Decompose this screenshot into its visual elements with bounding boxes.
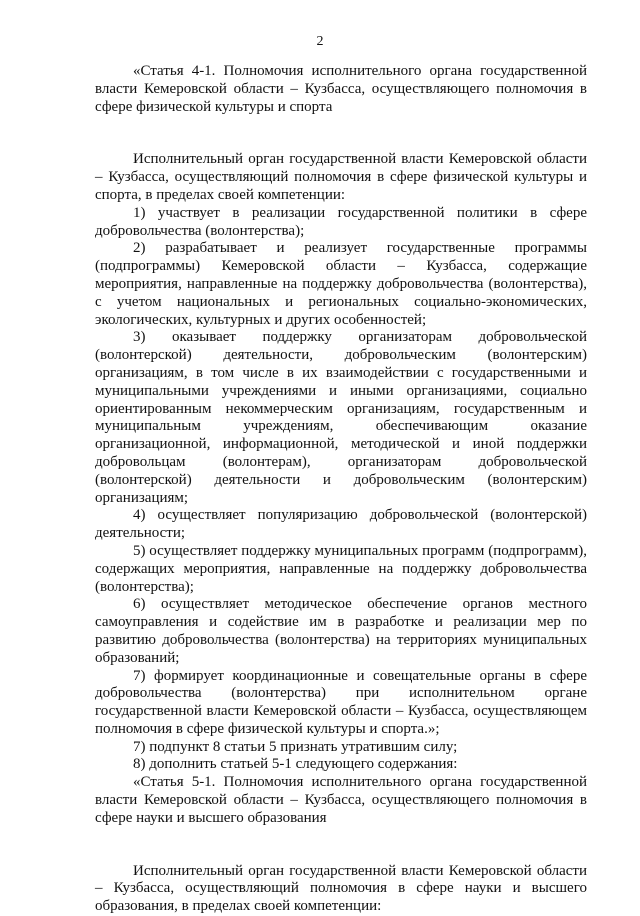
list-item-5: 5) осуществляет поддержку муниципальных программ (подпрограмм), содержащих мероприятия, направленные на поддержку добровольчества (волонтерства); (95, 542, 587, 595)
list-item-1: 1) участвует в реализации государственной политики в сфере добровольчества (волонтерства); (95, 204, 587, 239)
list-item-4: 4) осуществляет популяризацию добровольческой (волонтерской) деятельности; (95, 507, 587, 542)
document-body (95, 63, 587, 916)
article-4-1-intro: Исполнительный орган государственной власти Кемеровской области – Кузбасса, осуществляющий полномочия в сфере физической культуры и спорта, в пределах своей компетенции: (95, 151, 587, 203)
list-item-7: 7) формирует координационные и совещательные органы в сфере добровольчества (волонтерства) при исполнительном органе государственной власти Кемеровской области – Кузбасса, осуществляющем полномочия в сфере физической культуры и спорта.»; (95, 667, 587, 737)
amendment-item-7: 7) подпункт 8 статьи 5 признать утратившим силу; (133, 738, 458, 755)
page-number: 2 (316, 34, 324, 49)
list-item-3: 3) оказывает поддержку организаторам добровольческой (волонтерской) деятельности, добровольческим (волонтерским) организациям, в том числе в их взаимодействии с государственными и муниципальными учреждениями и иными организациями, социально ориентированным некоммерческим организациям, государственным и муниципальным учреждениям, обеспечивающим оказание организационной, информационной, методической и иной поддержки добровольцам (волонтерам), организаторам добровольческой (волонтерской) деятельности и добровольческим (волонтерским) организациям; (95, 329, 587, 506)
article-5-1-intro: Исполнительный орган государственной власти Кемеровской области – Кузбасса, осуществляющий полномочия в сфере науки и высшего образования, в пределах своей компетенции: (95, 862, 587, 915)
spacer (95, 828, 587, 863)
spacer (95, 116, 587, 151)
list-item-2: 2) разрабатывает и реализует государственные программы (подпрограммы) Кемеровской области – Кузбасса, содержащие мероприятия, направленные на поддержку добровольчества (волонтерства), с учетом национальных и региональных социально-экономических, экологических, культурных и других особенностей; (95, 240, 587, 328)
list-item-6: 6) осуществляет методическое обеспечение органов местного самоуправления и содействие им в разработке и реализации мер по развитию добровольчества (волонтерства) на территориях муниципальных образований; (95, 596, 587, 666)
article-4-1-heading: «Статья 4-1. Полномочия исполнительного органа государственной власти Кемеровской области – Кузбасса, осуществляющего полномочия в сфере физической культуры и спорта (95, 63, 587, 115)
amendment-item-8: 8) дополнить статьей 5-1 следующего содержания: (133, 756, 458, 773)
article-5-1-heading: «Статья 5-1. Полномочия исполнительного органа государственной власти Кемеровской области – Кузбасса, осуществляющего полномочия в сфере науки и высшего образования (95, 774, 587, 826)
